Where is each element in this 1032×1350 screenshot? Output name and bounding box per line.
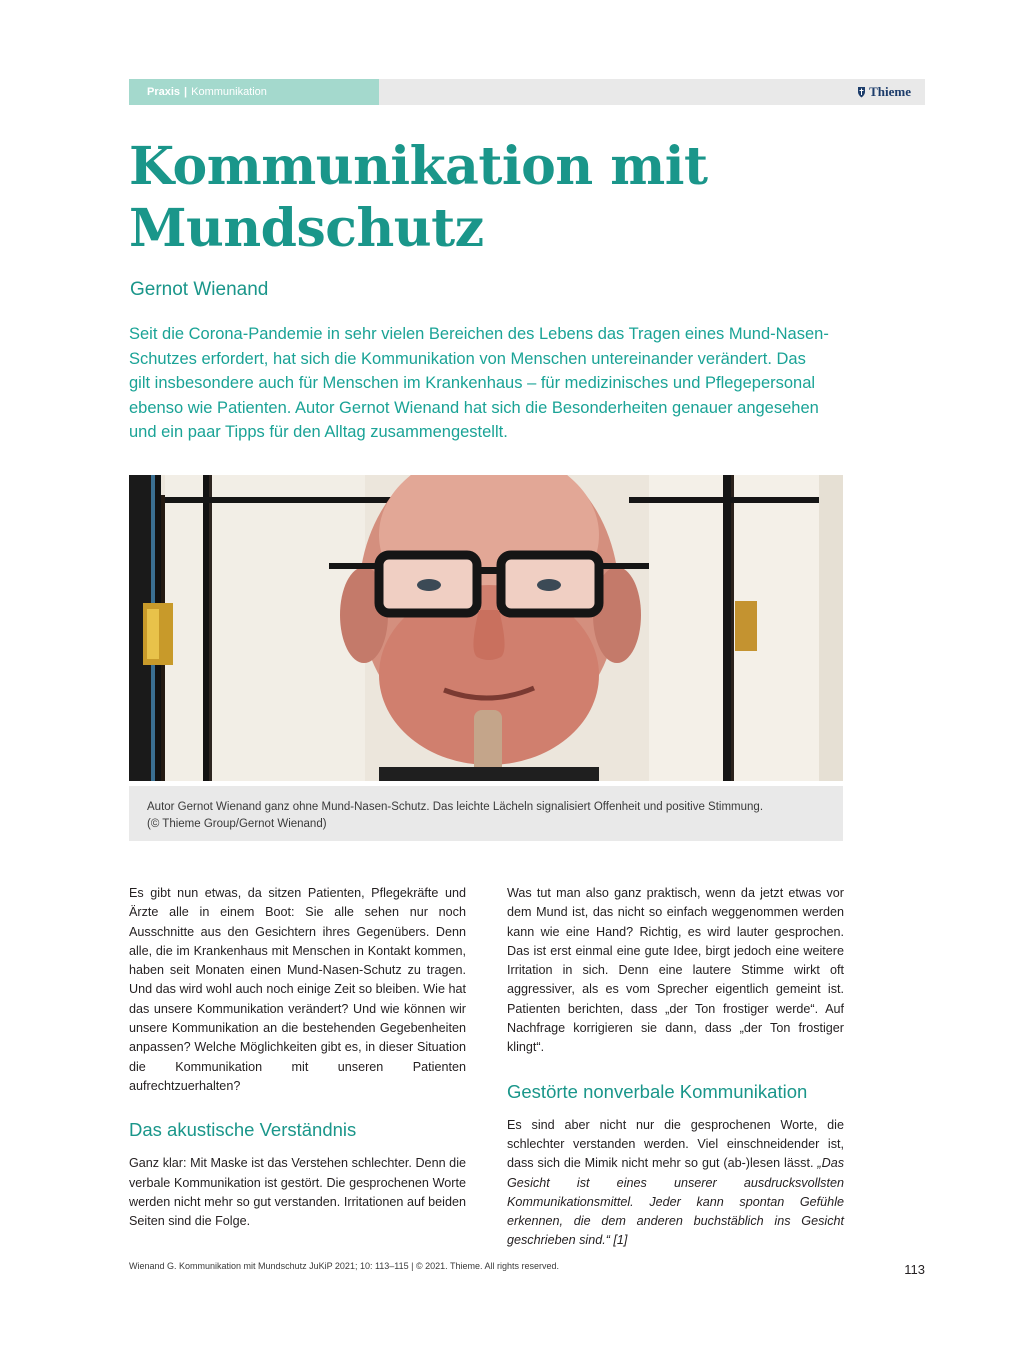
author-photo xyxy=(129,475,843,781)
body-paragraph: Ganz klar: Mit Maske ist das Verstehen schlechter. Denn die verbale Kommunikation ist gestört. Die gesprochenen Worte werden nicht mehr so gut verstanden. Irritationen auf beiden Seiten sind die Folge. xyxy=(129,1156,466,1229)
article-title xyxy=(129,136,889,260)
title-line-1: Kommunikation mit xyxy=(129,136,708,197)
section-separator: | xyxy=(184,86,188,98)
quote-text: „Das Gesicht ist eines unserer ausdrucksvollsten Kommunikationsmittel. Jeder kann spontan Gefühle erkennen, die dem anderen buchstäblich ins Gesicht geschrieben sind.“ [1] xyxy=(507,1156,844,1248)
section-label: Praxis xyxy=(147,86,181,98)
footer-citation: Wienand G. Kommunikation mit Mundschutz JuKiP 2021; 10: 113–115 | © 2021. Thieme. All rights reserved. xyxy=(129,1261,560,1271)
caption-credit: (© Thieme Group/Gernot Wienand) xyxy=(147,817,327,830)
section-tab xyxy=(129,79,379,105)
header-bar xyxy=(129,79,925,105)
caption-text: Autor Gernot Wienand ganz ohne Mund-Nasen-Schutz. Das leichte Lächeln signalisiert Offenheit und positive Stimmung. xyxy=(147,801,764,813)
article-lead: Seit die Corona-Pandemie in sehr vielen Bereichen des Lebens das Tragen eines Mund-Nasen-Schutzes erfordert, hat sich die Kommunikation von Menschen untereinander verändert. Das gilt insbesondere auch für Menschen im Krankenhaus – für medizinisches und Pflegepersonal ebenso wie Patienten. Autor Gernot Wienand hat sich die Besonderheiten genauer angesehen und ein paar Tipps für den Alltag zusammengestellt. xyxy=(129,325,829,442)
body-paragraph: Was tut man also ganz praktisch, wenn da jetzt etwas vor dem Mund ist, das nicht so einfach weggenommen werden kann wie eine Hand? Richtig, es wird lauter gesprochen. Das ist erst einmal eine gute Idee, birgt jedoch eine weitere Irritation in sich. Denn eine lautere Stimme wirkt oft aggressiver, als es vom Sprecher eigentlich gemeint ist. Patienten berichten, dass „der Ton frostiger werde“. Auf Nachfrage korrigieren sie dann, dass „der Ton frostiger klingt“. xyxy=(507,886,844,1055)
thieme-logo-icon xyxy=(857,86,866,98)
publisher-name: Thieme xyxy=(869,84,911,99)
publisher-logo xyxy=(857,79,911,105)
article-author: Gernot Wienand xyxy=(130,279,269,300)
title-line-2: Mundschutz xyxy=(129,198,484,259)
body-column-left xyxy=(129,884,466,1231)
body-column-right xyxy=(507,884,844,1251)
page-number: 113 xyxy=(904,1262,925,1277)
section-heading: Gestörte nonverbale Kommunikation xyxy=(507,1080,808,1102)
photo-caption xyxy=(129,786,843,841)
body-paragraph: Es gibt nun etwas, da sitzen Patienten, Pflegekräfte und Ärzte alle in einem Boot: Sie alle sehen nur noch Ausschnitte aus den Gesichtern ihres Gegenübers. Denn alle, die im Krankenhaus mit Menschen in Kontakt kommen, haben seit Monaten einen Mund-Nasen-Schutz zu tragen. Und das wird wohl auch noch einige Zeit so bleiben. Wie hat das unsere Kommunikation verändert? Und wie können wir unsere Kommunikation an die bestehenden Gegebenheiten anpassen? Welche Möglichkeiten gibt es, in dieser Situation die Kommunikation mit unseren Patienten aufrechtzuerhalten? xyxy=(129,886,466,1093)
topic-label: Kommunikation xyxy=(191,86,267,98)
body-text: Es sind aber nicht nur die gesprochenen Worte, die schlechter verstanden werden. Viel einschneidender ist, dass sich die Mimik nicht mehr so gut (ab-)lesen lässt. xyxy=(507,1117,844,1171)
section-heading: Das akustische Verständnis xyxy=(129,1119,357,1141)
body-paragraph xyxy=(507,1116,844,1251)
